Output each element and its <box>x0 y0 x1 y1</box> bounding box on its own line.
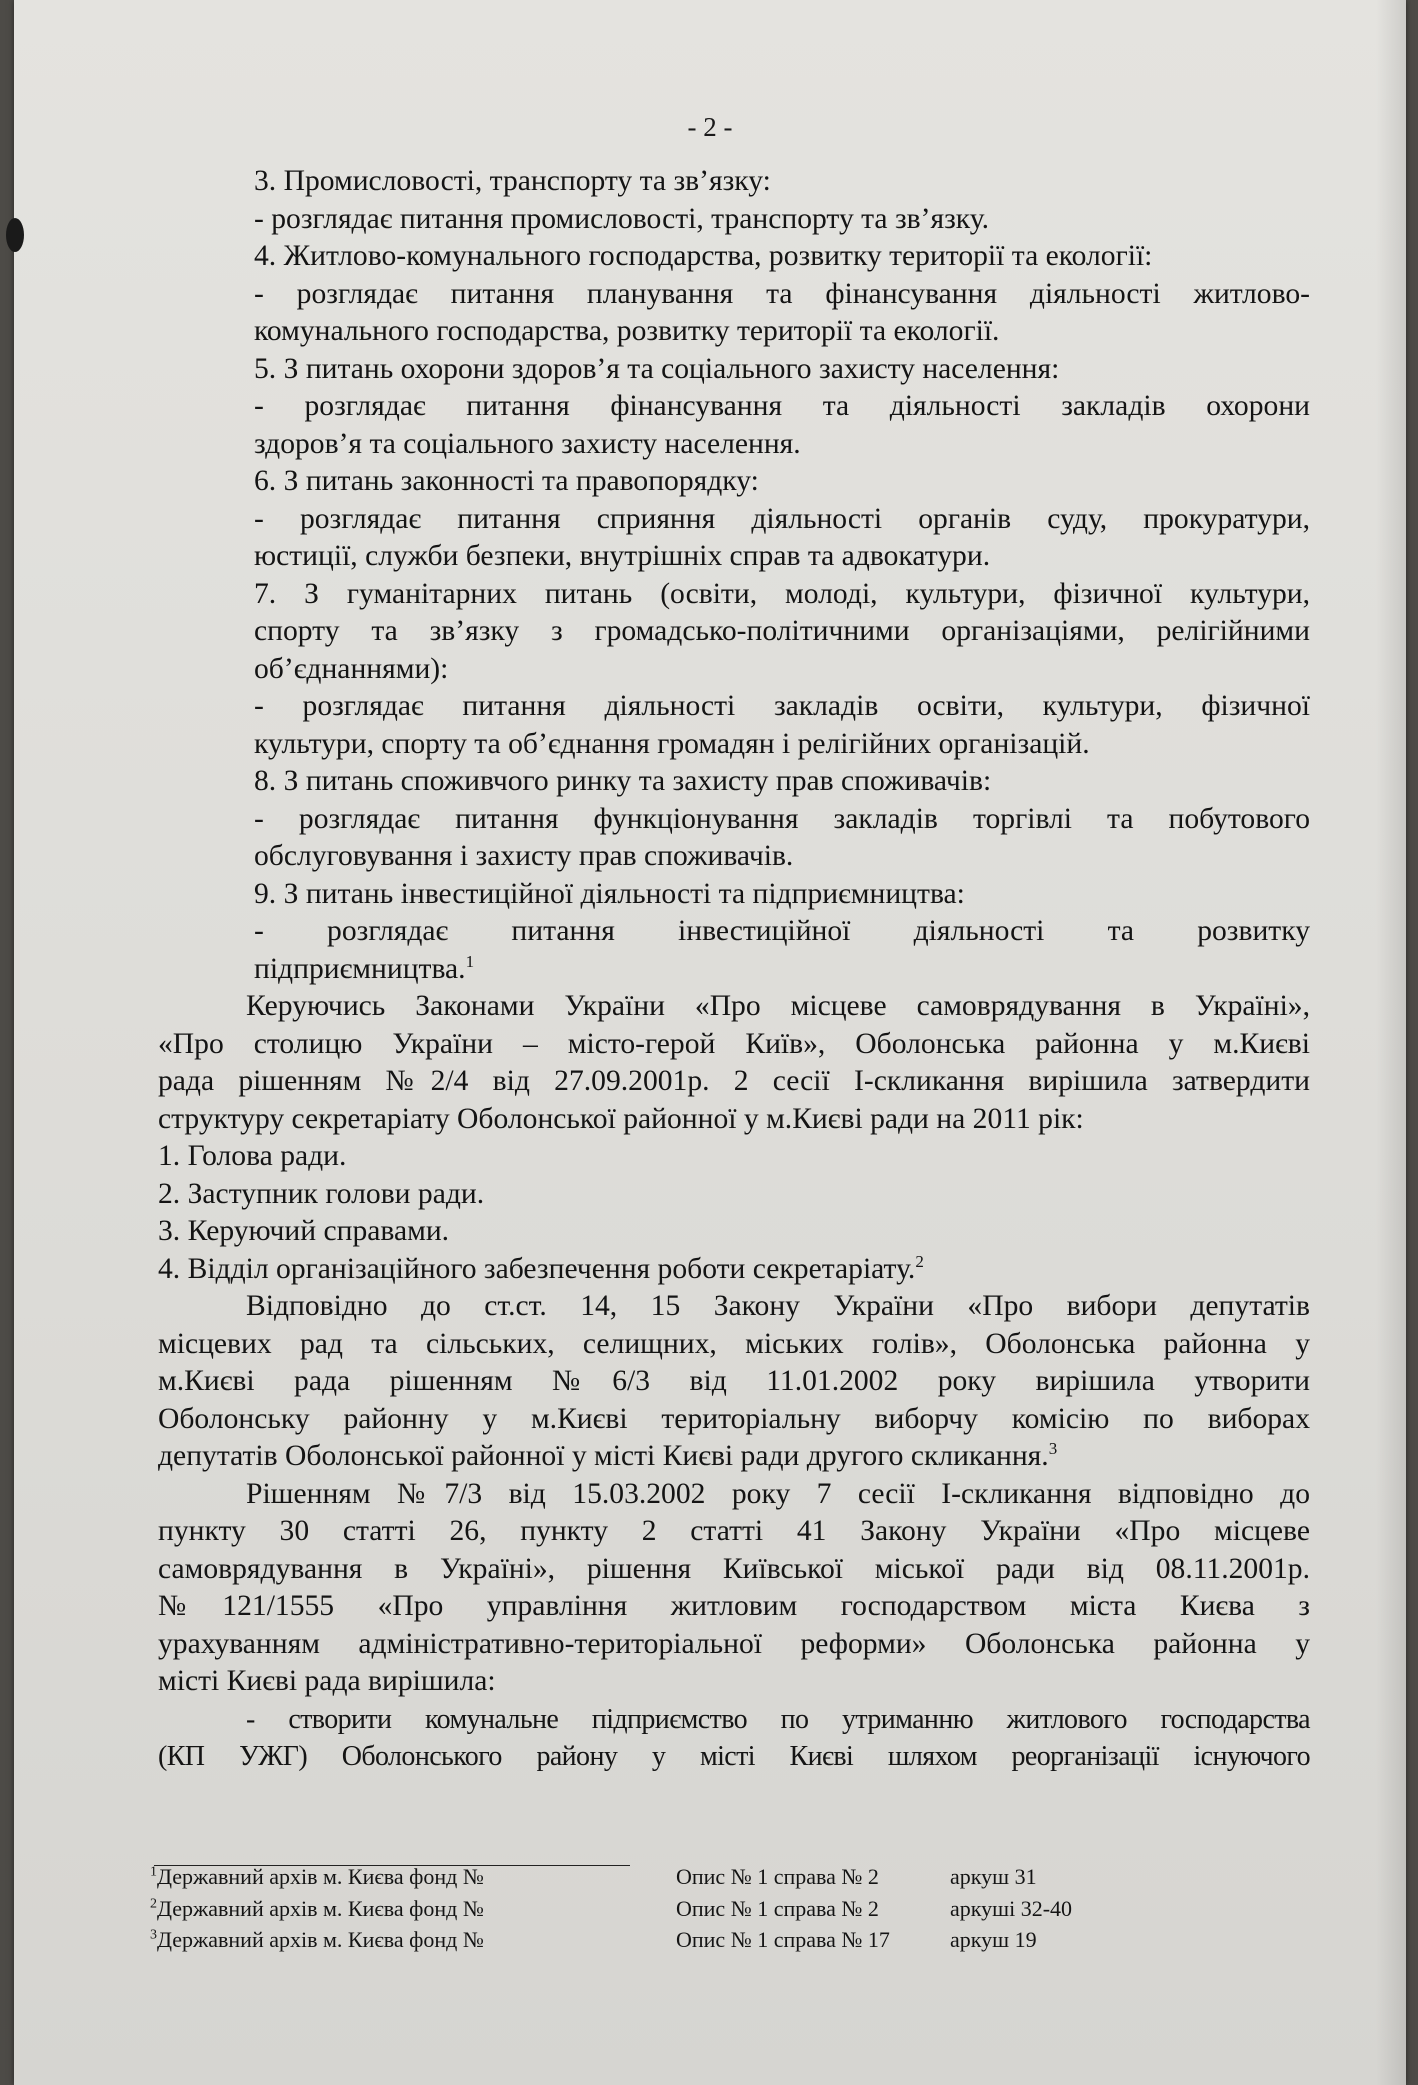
item-6-description-line: - розглядає питання сприяння діяльності органів суду, прокуратури, <box>254 502 1310 535</box>
structure-list-item: 2. Заступник голови ради. <box>158 1177 485 1210</box>
paragraph-3-line: №121/1555 «Про управління житловим господарством міста Києва з <box>158 1590 1310 1622</box>
item-3-description: - розглядає питання промисловості, транспорту та зв’язку. <box>254 202 989 235</box>
paragraph-3-line: Рішенням №7/3 від 15.03.2002 року 7 сесії І-скликання відповідно до <box>246 1477 1310 1510</box>
item-5-description-line: - розглядає питання фінансування та діяльності закладів охорони <box>254 390 1310 422</box>
item-7-description-line: - розглядає питання діяльності закладів освіти, культури, фізичної <box>254 690 1310 722</box>
paragraph-3-line: місті Києві рада вирішила: <box>158 1665 496 1697</box>
footnote-sheet: аркуш 31 <box>950 1864 1037 1889</box>
footnote-row <box>150 1893 1250 1925</box>
footnote-archive-text: Державний архів м. Києва фонд № <box>157 1864 484 1889</box>
item-8-description-line: - розглядає питання функціонування закладів торгівлі та побутового <box>254 802 1310 835</box>
paragraph-3-line: самоврядування в Україні», рішення Київської міської ради від 08.11.2001р. <box>158 1552 1310 1585</box>
item-4-description-line: - розглядає питання планування та фінансування діяльності житлово- <box>254 277 1310 310</box>
item-7-title-line: спорту та зв’язку з громадсько-політичними організаціями, релігійними <box>254 615 1310 647</box>
paragraph-3-line: урахуванням адміністративно-територіальної реформи» Оболонська районна у <box>158 1627 1310 1660</box>
footnote-inventory: Опис № 1 справа № 17 <box>676 1927 890 1952</box>
footnotes <box>150 1861 1250 1956</box>
footnote-row <box>150 1861 1250 1893</box>
footnote-archive <box>150 1893 484 1925</box>
item-5-title: 5. З питань охорони здоров’я та соціального захисту населення: <box>254 352 1060 385</box>
footnote-sheet: аркуші 32-40 <box>950 1895 1073 1921</box>
structure-list-item: 1. Голова ради. <box>158 1140 347 1172</box>
paragraph-2-end: депутатів Оболонської районної у місті Києві ради другого скликання. <box>158 1440 1049 1472</box>
footnote-archive-text: Державний архів м. Києва фонд № <box>157 1895 484 1921</box>
paragraph-2-line: місцевих рад та сільських, селищних, міських голів», Оболонська районна у <box>158 1327 1310 1360</box>
structure-list-item-text: 4. Відділ організаційного забезпечення роботи секретаріату. <box>158 1252 916 1285</box>
footnote-number: 3 <box>150 1927 157 1943</box>
item-9-description-end: підприємництва. <box>254 952 466 985</box>
document-page <box>14 0 1406 2085</box>
paragraph-1-line: «Про столицю України – місто-герой Київ», Оболонська районна у м.Києві <box>158 1027 1310 1060</box>
item-9-description-line: - розглядає питання інвестиційної діяльності та розвитку <box>254 915 1310 947</box>
paragraph-4-line: - створити комунальне підприємство по утриманню житлового господарства <box>246 1703 1310 1735</box>
footnote-marker-3: 3 <box>1048 1439 1058 1459</box>
paragraph-1-line: Керуючись Законами України «Про місцеве самоврядування в Україні», <box>246 990 1310 1022</box>
footnote-marker-1: 1 <box>465 951 475 971</box>
item-3-title: 3. Промисловості, транспорту та зв’язку: <box>254 165 771 197</box>
footnote-marker-2: 2 <box>915 1251 924 1271</box>
footnote-archive <box>150 1924 484 1956</box>
page-number: - 2 - <box>687 112 733 142</box>
document-body <box>158 163 1310 1776</box>
page-edge-shadow <box>1376 0 1406 2085</box>
item-7-description-line: культури, спорту та об’єднання громадян і релігійних організацій. <box>254 727 1090 760</box>
binder-hole <box>6 218 24 252</box>
structure-list-item: 3. Керуючий справами. <box>158 1215 450 1247</box>
item-5-description-line: здоров’я та соціального захисту населення. <box>254 427 801 460</box>
paragraph-1-line: рада рішенням №2/4 від 27.09.2001р. 2 сесії І-скликання вирішила затвердити <box>158 1065 1310 1097</box>
paragraph-2-line: Оболонську районну у м.Києві територіальну виборчу комісію по виборах <box>158 1402 1310 1435</box>
item-6-title: 6. З питань законності та правопорядку: <box>254 465 759 497</box>
footnote-archive <box>150 1861 484 1893</box>
footnote-archive-text: Державний архів м. Києва фонд № <box>157 1927 484 1952</box>
paragraph-2-line: Відповідно до ст.ст. 14, 15 Закону України «Про вибори депутатів <box>246 1290 1310 1322</box>
item-6-description-line: юстиції, служби безпеки, внутрішніх справ та адвокатури. <box>254 540 991 572</box>
paragraph-4-line: (КП УЖГ) Оболонського району у місті Києві шляхом реорганізації існуючого <box>158 1741 1310 1772</box>
paragraph-1-line: структуру секретаріату Оболонської районної у м.Києві ради на 2011 рік: <box>158 1102 1084 1135</box>
footnote-sheet: аркуш 19 <box>950 1927 1037 1952</box>
item-7-title-line: об’єднаннями): <box>254 652 449 685</box>
item-7-title-line: 7. З гуманітарних питань (освіти, молоді, культури, фізичної культури, <box>254 577 1310 610</box>
structure-list-item <box>158 1251 1310 1289</box>
item-4-description-line: комунального господарства, розвитку території та екології. <box>254 315 1000 347</box>
footnote-number: 1 <box>150 1864 157 1880</box>
footnote-inventory: Опис № 1 справа № 2 <box>676 1895 879 1921</box>
item-8-title: 8. З питань споживчого ринку та захисту прав споживачів: <box>254 765 992 797</box>
footnote-inventory: Опис № 1 справа № 2 <box>676 1864 879 1889</box>
item-9-description-line <box>158 951 1310 989</box>
item-4-title: 4. Житлово-комунального господарства, розвитку території та екології: <box>254 240 1153 272</box>
item-9-title: 9. З питань інвестиційної діяльності та підприємництва: <box>254 877 965 910</box>
item-8-description-line: обслуговування і захисту прав споживачів. <box>254 840 794 872</box>
paragraph-2-line <box>158 1438 1310 1476</box>
paragraph-3-line: пункту 30 статті 26, пункту 2 статті 41 Закону України «Про місцеве <box>158 1515 1310 1547</box>
paragraph-2-line: м.Києві рада рішенням №6/3 від 11.01.2002 року вирішила утворити <box>158 1365 1310 1397</box>
footnote-number: 2 <box>150 1896 157 1912</box>
footnote-row <box>150 1924 1250 1956</box>
